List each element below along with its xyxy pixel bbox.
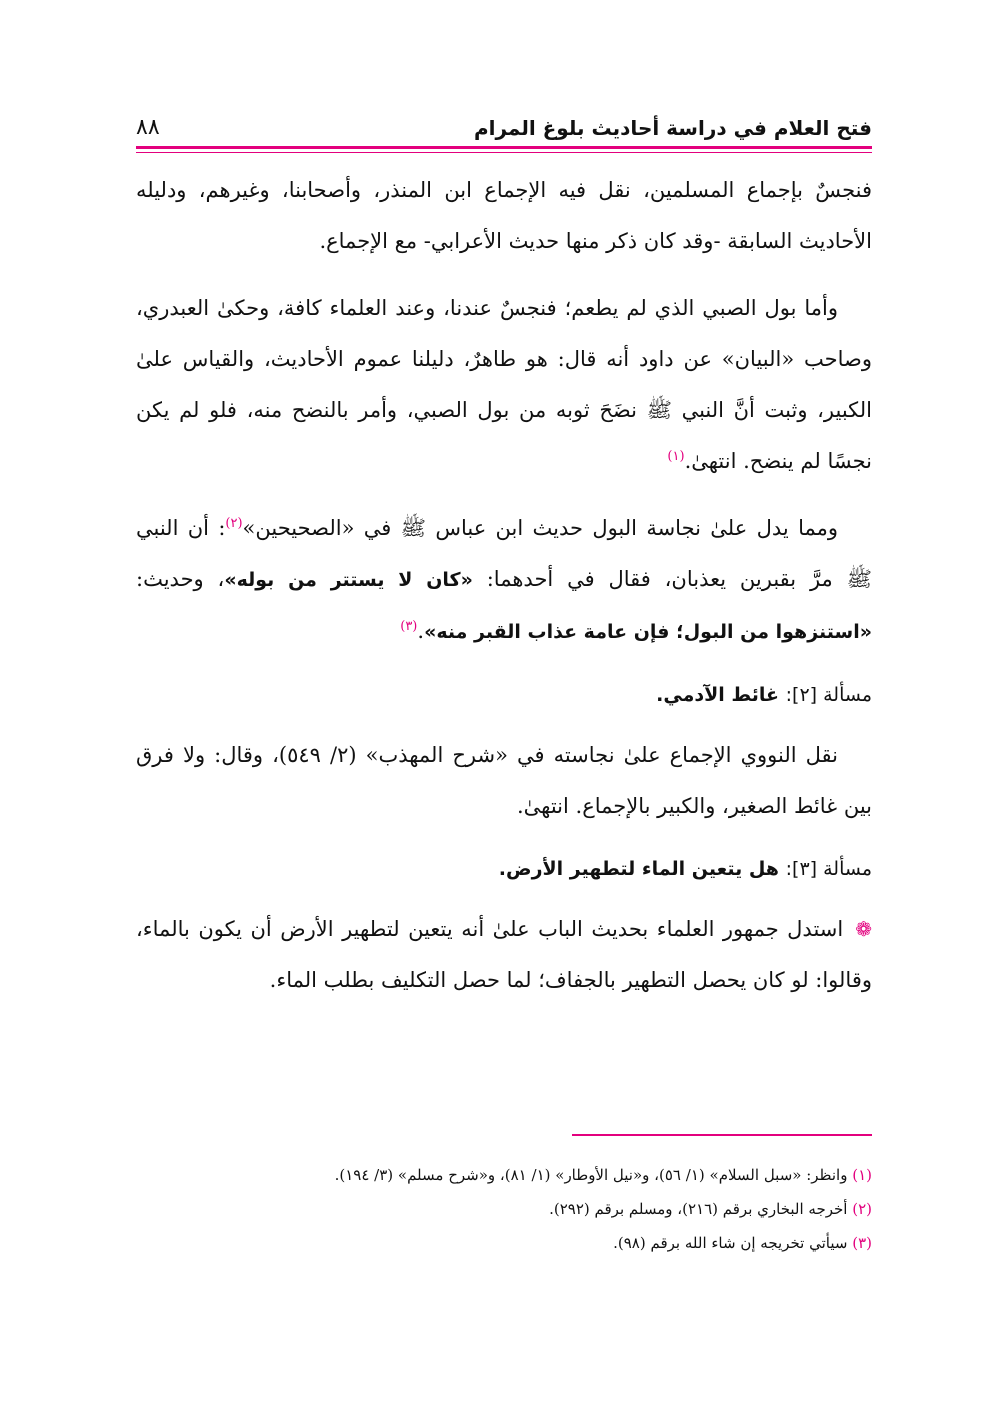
footnote-1 bbox=[136, 1158, 872, 1192]
masala-2-heading bbox=[136, 674, 872, 716]
paragraph-1: فنجسٌ بإجماع المسلمين، نقل فيه الإجماع ابن المنذر، وأصحابنا، وغيرهم، ودليله الأحاديث السابقة -وقد كان ذكر منها حديث الأعرابي- مع الإجماع. bbox=[136, 178, 872, 253]
header-rule-thick bbox=[136, 146, 872, 149]
masala-3-text bbox=[136, 904, 872, 1006]
footnote-number: (١) bbox=[852, 1166, 872, 1184]
paragraph-3-middle: : أن النبي ﷺ مرَّ بقبرين يعذبان، فقال في أحدهما: bbox=[136, 516, 873, 591]
header-title: فتح العلام في دراسة أحاديث بلوغ المرام bbox=[473, 116, 872, 140]
paragraph-2-text: وأما بول الصبي الذي لم يطعم؛ فنجسٌ عندنا، وعند العلماء كافة، وحكىٰ العبدري، وصاحب «البيان» عن داود أنه قال: هو طاهرٌ، دليلنا عموم الأحاديث، والقياس علىٰ الكبير، وثبت أنَّ النبي ﷺ نضَحَ ثوبه من بول الصبي، وأمر بالنضح منه، فلو لم يكن نجسًا لم ينضح. انتهىٰ. bbox=[136, 296, 872, 473]
paragraph-2 bbox=[136, 283, 872, 487]
masala-2-text: نقل النووي الإجماع علىٰ نجاسته في «شرح المهذب» (٢/ ٥٤٩)، وقال: ولا فرق بين غائط الصغير، والكبير بالإجماع. انتهىٰ. bbox=[136, 743, 872, 818]
footnote-ref-3[interactable]: (٣) bbox=[400, 619, 418, 634]
footnote-2 bbox=[136, 1192, 872, 1226]
paragraph-3-after: ، وحديث: bbox=[136, 567, 225, 591]
hadith-quote-1: «كان لا يستتر من بوله» bbox=[224, 569, 473, 591]
footnotes bbox=[136, 1158, 872, 1260]
main-text bbox=[136, 165, 872, 1022]
footnote-ref-2[interactable]: (٢) bbox=[225, 516, 243, 531]
masala-3-label: مسألة [٣]: bbox=[785, 858, 872, 880]
footnote-number: (٣) bbox=[852, 1234, 872, 1252]
footnote-ref-1[interactable]: (١) bbox=[667, 449, 685, 464]
header-rule-thin bbox=[136, 152, 872, 153]
paragraph-3-before: ومما يدل علىٰ نجاسة البول حديث ابن عباس ﷺ في «الصحيحين» bbox=[242, 516, 838, 540]
running-header bbox=[136, 100, 872, 140]
masala-3-body: استدل جمهور العلماء بحديث الباب علىٰ أنه يتعين لتطهير الأرض أن يكون بالماء، وقالوا: لو كان يحصل التطهير بالجفاف؛ لما حصل التكليف بطلب الماء. bbox=[136, 917, 872, 992]
footnote-3 bbox=[136, 1226, 872, 1260]
masala-3-heading bbox=[136, 848, 872, 890]
footnote-text: وانظر: «سبل السلام» (١/ ٥٦)، و«نيل الأوطار» (١/ ٨١)، و«شرح مسلم» (٣/ ١٩٤). bbox=[334, 1166, 848, 1184]
footnote-text: أخرجه البخاري برقم (٢١٦)، ومسلم برقم (٢٩٢). bbox=[549, 1200, 848, 1218]
page-number: ٨٨ bbox=[136, 115, 160, 140]
footnote-number: (٢) bbox=[852, 1200, 872, 1218]
paragraph-3 bbox=[136, 503, 872, 658]
masala-2-title: غائط الآدمي. bbox=[656, 684, 779, 706]
paragraph-3-end: . bbox=[417, 619, 425, 643]
hadith-quote-2: «استنزهوا من البول؛ فإن عامة عذاب القبر منه» bbox=[424, 621, 872, 643]
footnote-text: سيأتي تخريجه إن شاء الله برقم (٩٨). bbox=[613, 1234, 848, 1252]
masala-3-title: هل يتعين الماء لتطهير الأرض. bbox=[498, 858, 779, 880]
flower-ornament-icon: ❁ bbox=[855, 917, 872, 941]
footnote-separator bbox=[572, 1134, 872, 1136]
masala-2-label: مسألة [٢]: bbox=[785, 684, 872, 706]
